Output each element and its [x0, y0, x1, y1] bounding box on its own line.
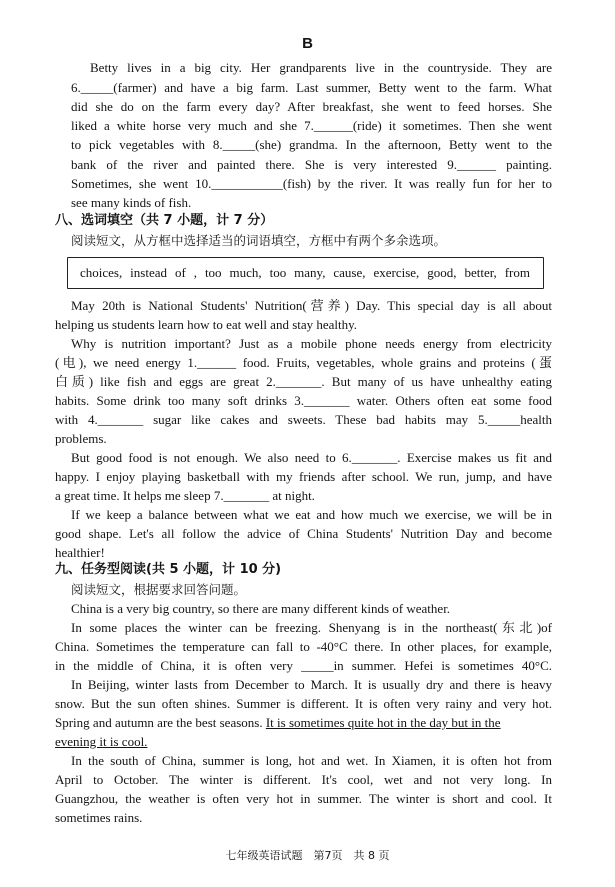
passage-9-line-6: snow. But the sun often shines. Summer is different. It is often very rainy and very hot. [55, 696, 552, 711]
passage-9-line-11: Guangzhou, the weather is often very hot in summer. The winter is short and cool. It [55, 791, 552, 806]
part9-instruction: 阅读短文，根据要求回答问题。 [71, 582, 247, 597]
passage-9-line-5: In Beijing, winter lasts from December to March. It is usually dry and there is heavy [71, 677, 552, 692]
part8-heading: 八、选词填空（共 7 小题，计 7 分） [55, 213, 274, 228]
passage-8-line-7: with 4._______ sugar like cakes and sweets. These bad habits may 5._____health [55, 412, 552, 427]
part8-instruction: 阅读短文，从方框中选择适当的词语填空，方框中有两个多余选项。 [71, 233, 447, 248]
passage-9-line-8 [55, 732, 147, 751]
passage-8-line-6: habits. Some drink too many soft drinks 3._______ water. Others often eat some food [55, 393, 552, 408]
passage-8-line-11: a great time. It helps me sleep 7._______ at night. [55, 488, 315, 503]
passage-9-line-12: sometimes rains. [55, 810, 143, 825]
passage-8-line-8: problems. [55, 431, 107, 446]
passage-9-line-1: China is a very big country, so there are many different kinds of weather. [71, 601, 451, 616]
passage-9-line-3: China. Sometimes the temperature can fall to -40°C there. In other places, for example, [55, 639, 552, 654]
passage-8-line-10: happy. I enjoy playing basketball with my friends after school. We run, jump, and have [55, 469, 552, 484]
passage-b-line-2: 6._____(farmer) and have a big farm. Last summer, Betty went to the farm. What [71, 80, 552, 95]
section-b-title: B [302, 35, 313, 52]
passage-8-line-1: May 20th is National Students' Nutrition(营养) Day. This special day is all about [71, 298, 552, 313]
passage-8-line-12: If we keep a balance between what we eat and how much we exercise, we will be in [71, 507, 552, 522]
passage-b-line-8: see many kinds of fish. [71, 195, 192, 210]
passage-9-line-10: April to October. The winter is different. It's cool, wet and not very long. In [55, 772, 552, 787]
passage-9-line-9: In the south of China, summer is long, hot and wet. In Xiamen, it is often hot from [71, 753, 552, 768]
passage-8-line-9: But good food is not enough. We also need to 6._______. Exercise makes us fit and [71, 450, 552, 465]
word-box [67, 257, 544, 289]
page-footer: 七年级英语试题 第7页 共 8 页 [225, 849, 390, 862]
passage-b-line-6: bank of the river and painted there. She is very interested 9.______ painting. [71, 157, 552, 172]
passage-9-line-7 [55, 713, 552, 732]
word-box-options: choices, instead of , too much, too many, cause, exercise, good, better, from [80, 265, 530, 280]
passage-8-line-13: good shape. Let's all follow the advice of China Students' Nutrition Day and become [55, 526, 552, 541]
passage-b-line-5: to pick vegetables with 8._____(she) grandma. In the afternoon, Betty went to the [71, 137, 552, 152]
passage-8-line-2: helping us students learn how to eat well and stay healthy. [55, 317, 358, 332]
underlined-sentence-part-2: evening it is cool. [55, 734, 148, 749]
passage-8-line-14: healthier! [55, 545, 105, 560]
passage-9-line-7-text: Spring and autumn are the best seasons. [55, 715, 263, 730]
underlined-sentence-part-1: It is sometimes quite hot in the day but in the [265, 715, 501, 730]
passage-8-line-4: (电), we need energy 1.______ food. Fruits, vegetables, whole grains and proteins (蛋 [55, 355, 552, 370]
passage-b-line-4: liked a white horse very much and she 7.______(ride) it sometimes. Then she went [71, 118, 552, 133]
passage-8-line-3: Why is nutrition important? Just as a mobile phone needs energy from electricity [71, 336, 552, 351]
passage-8-line-5: 白质) like fish and eggs are great 2._______. But many of us have unhealthy eating [55, 374, 552, 389]
passage-b-line-1: Betty lives in a big city. Her grandparents live in the countryside. They are [90, 60, 552, 75]
passage-b-line-3: did she do on the farm every day? After breakfast, she went to feed horses. She [71, 99, 552, 114]
passage-b-line-7: Sometimes, she went 10.___________(fish) by the river. It was really fun for her to [71, 176, 552, 191]
part9-heading: 九、任务型阅读(共 5 小题，计 10 分) [55, 562, 282, 577]
passage-9-line-4: in the middle of China, it is often very _____in summer. Hefei is sometimes 40°C. [55, 658, 552, 673]
passage-9-line-2: In some places the winter can be freezing. Shenyang is in the northeast(东北)of [71, 620, 552, 635]
